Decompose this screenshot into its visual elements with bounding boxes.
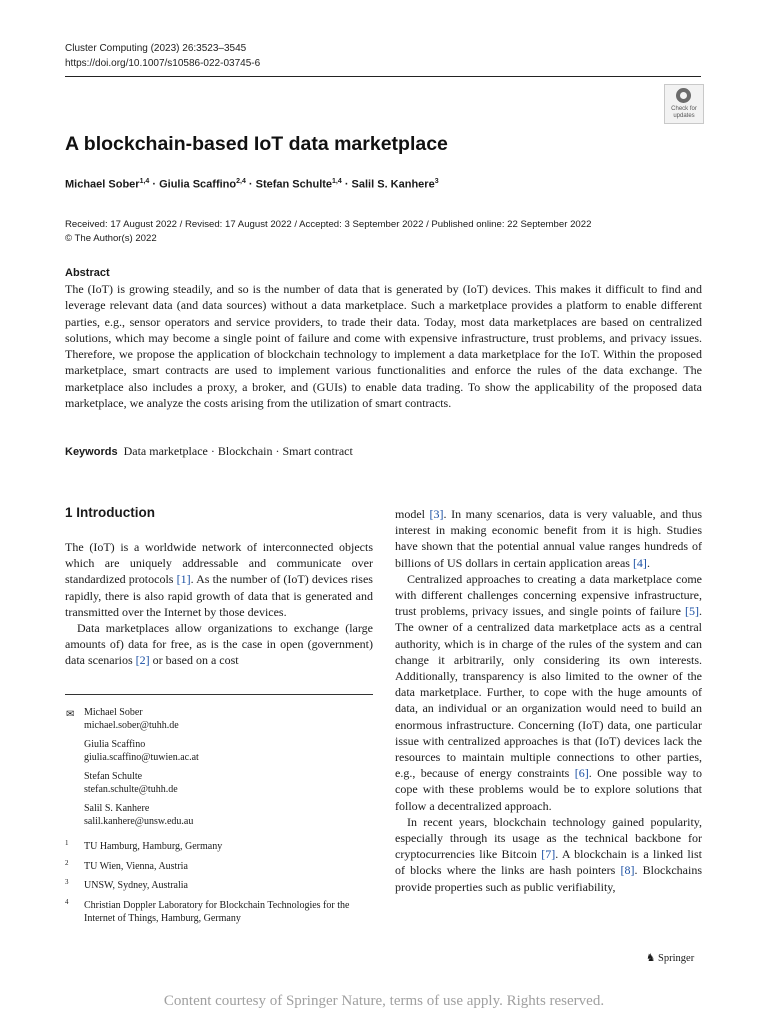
author-list: Michael Sober$^{1,4}$ · Giulia Scaffino$^{2,4}$ · Stefan Schulte$^{1,4}$ · Salil S. Kanhere$^3$	[65, 178, 439, 191]
author-name[interactable]: Stefan Schulte	[255, 178, 333, 191]
check-for-updates-badge[interactable]	[664, 84, 704, 124]
citation-link[interactable]: [6]	[574, 766, 589, 781]
contact-name: Salil S. Kanhere	[84, 803, 150, 814]
courtesy-notice: Content courtesy of Springer Nature, terms of use apply. Rights reserved.	[163, 993, 605, 1009]
contact-item	[84, 770, 199, 796]
author-name[interactable]: Giulia Scaffino	[159, 178, 237, 191]
check-for-updates-icon	[676, 88, 691, 103]
citation-link[interactable]: [5]	[685, 604, 699, 619]
header-rule	[65, 76, 701, 77]
journal-header	[65, 41, 260, 71]
copyright-notice: © The Author(s) 2022	[65, 233, 157, 244]
affiliation-text: TU Wien, Vienna, Austria	[84, 860, 188, 872]
paragraph: model [3]. In many scenarios, data is very valuable, and thus interest in making economic benefit from it is high. Studies have shown that the potential annual value ranges hundreds of billions of US dollars in certain application areas [4].	[395, 507, 703, 570]
abstract-text: The (IoT) is growing steadily, and so is the number of data that is generated by (IoT) devices. This makes it difficult to find and leverage relevant data (and data sources) without a data marketplace. Such a marketplace provides a platform to enable different parties, e.g., sensor operators and service providers, to trade their data. Today, most data marketplaces are based on centralized solutions, which may become a single point of failure and come with expensive infrastructure, trust problems, and privacy issues. Therefore, we propose the application of blockchain technology to implement a data marketplace for the IoT. Within the proposed marketplace, smart contracts are used to implement various functionalities and enforce the rules of the data exchange. The marketplace also includes a proxy, a broker, and (GUIs) to enable data trading. To show the applicability of the proposed data marketplace, we analyze the costs arising from the utilization of smart contracts.	[65, 282, 702, 411]
citation-link[interactable]: [8]	[620, 863, 635, 878]
affiliation-list	[65, 840, 373, 931]
citation-link[interactable]: [2]	[135, 653, 150, 668]
contact-email[interactable]: giulia.scaffino@tuwien.ac.at	[84, 752, 199, 763]
author-name[interactable]: Salil S. Kanhere	[351, 178, 435, 191]
affiliation-item	[65, 879, 373, 892]
affiliation-number: 2	[65, 858, 69, 867]
doi-link[interactable]: https://doi.org/10.1007/s10586-022-03745-6	[65, 58, 261, 69]
affiliation-text: Christian Doppler Laboratory for Blockchain Technologies for the Internet of Things, Hamburg, Germany	[84, 899, 350, 924]
affiliation-number: 4	[65, 897, 69, 906]
affiliation-item	[65, 899, 373, 925]
contact-email[interactable]: salil.kanhere@unsw.edu.au	[84, 816, 194, 827]
contact-email[interactable]: stefan.schulte@tuhh.de	[84, 784, 178, 795]
keywords	[65, 444, 353, 459]
keywords-label: Keywords	[65, 446, 118, 458]
keywords-list: Data marketplace · Blockchain · Smart contract	[123, 444, 353, 458]
check-for-updates-label: Check for updates	[671, 106, 697, 119]
author-affiliation-marker: 3	[434, 178, 439, 185]
affiliation-number: 1	[65, 839, 69, 847]
publisher-name: Springer	[658, 953, 695, 964]
section-heading: 1 Introduction	[65, 505, 155, 520]
contact-email[interactable]: michael.sober@tuhh.de	[84, 720, 179, 731]
contact-list	[84, 706, 199, 834]
contact-item	[84, 802, 199, 828]
paragraph: In recent years, blockchain technology gained popularity, especially through its usage as the technical backbone for cryptocurrencies like Bitcoin [7]. A blockchain is a linked list of blocks where the links are hash pointers [8]. Blockchains provide properties such as public verifiability,	[395, 814, 703, 894]
abstract-heading: Abstract	[65, 267, 110, 279]
paragraph: Data marketplaces allow organizations to exchange (large amounts of) data for free, as is the case in open (government) data scenarios [2] or based on a cost	[65, 621, 373, 668]
contact-item	[84, 706, 199, 732]
affiliation-number: 3	[65, 878, 69, 886]
author-affiliation-marker: 2,4	[236, 178, 246, 185]
footnote-rule	[65, 694, 373, 695]
springer-horse-icon: ♞	[646, 953, 656, 964]
publication-dates	[65, 218, 591, 246]
citation-link[interactable]: [3]	[429, 507, 444, 521]
affiliation-item	[65, 860, 373, 873]
author-name[interactable]: Michael Sober	[65, 178, 140, 191]
publisher-logo	[646, 952, 694, 964]
contact-name: Stefan Schulte	[84, 771, 143, 782]
envelope-icon: ✉	[66, 709, 75, 720]
body-column-left	[65, 539, 373, 669]
affiliation-text: TU Hamburg, Hamburg, Germany	[84, 841, 223, 852]
contact-name: Giulia Scaffino	[84, 739, 146, 750]
contact-item	[84, 738, 199, 764]
author-affiliation-marker: 1,4	[332, 178, 342, 185]
author-affiliation-marker: 1,4	[139, 178, 150, 185]
paragraph: Centralized approaches to creating a data marketplace come with different challenges concerning expensive infrastructure, trust problems, privacy issues, and single points of failure [5]. The owner of a centralized data marketplace acts as a central authority, which is in charge of the rules of the system and can change it arbitrarily, only considering its own interests. Additionally, transparency is also limited to the owner of the data marketplace. Further, to cope with the huge amounts of data, an individual or an organization would need to build an enormous infrastructure. Concerning (IoT) data, one particular issue with centralized approaches is that (IoT) devices lack the resources to maintain multiple connections to other parties, e.g., because of energy constraints [6]. One possible way to cope with these problems would be to explore solutions that follow a decentralized approach.	[395, 571, 702, 813]
citation-link[interactable]: [1]	[176, 572, 191, 587]
citation-link[interactable]: [4]	[632, 555, 647, 570]
contact-name: Michael Sober	[84, 707, 143, 718]
journal-citation: Cluster Computing (2023) 26:3523–3545	[65, 43, 247, 54]
date-history: Received: 17 August 2022 / Revised: 17 August 2022 / Accepted: 3 September 2022 / Published online: 22 September 2022	[65, 219, 592, 230]
paper-title: A blockchain-based IoT data marketplace	[65, 133, 448, 155]
affiliation-item	[65, 840, 373, 853]
citation-link[interactable]: [7]	[541, 847, 556, 862]
paragraph: The (IoT) is a worldwide network of interconnected objects which are uniquely addressable and communicate over standardized protocols [1]. As the number of (IoT) devices rises rapidly, there is also rapid growth of data that is generated and transmitted over the Internet by those devices.	[65, 540, 373, 619]
affiliation-text: UNSW, Sydney, Australia	[84, 880, 188, 891]
body-column-right	[395, 506, 702, 895]
